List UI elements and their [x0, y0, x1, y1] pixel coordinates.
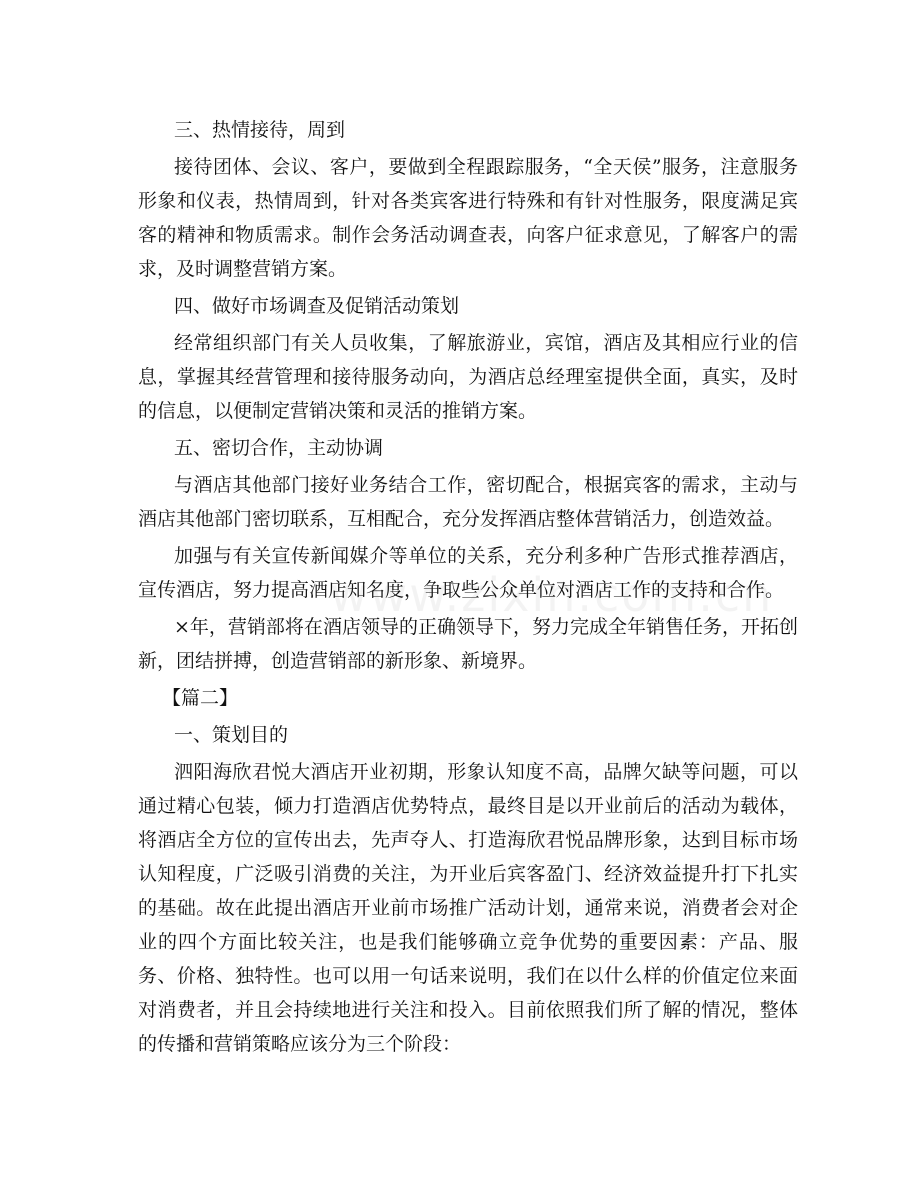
paragraph: 与酒店其他部门接好业务结合工作，密切配合，根据宾客的需求，主动与酒店其他部门密切联系，互相配合，充分发挥酒店整体营销活力，创造效益。 [138, 474, 798, 530]
paragraph: 经常组织部门有关人员收集，了解旅游业，宾馆，酒店及其相应行业的信息，掌握其经营管理和接待服务动向，为酒店总经理室提供全面，真实，及时的信息，以便制定营销决策和灵活的推销方案。 [138, 332, 798, 422]
section-heading: 三、热情接待，周到 [174, 119, 346, 141]
section-heading: 五、密切合作，主动协调 [174, 437, 384, 459]
part-label: 【篇二】 [162, 687, 239, 709]
paragraph: 接待团体、会议、客户，要做到全程跟踪服务，“全天侯”服务，注意服务形象和仪表，热情周到，针对各类宾客进行特殊和有针对性服务，限度满足宾客的精神和物质需求。制作会务活动调查表，向客户征求意见，了解客户的需求，及时调整营销方案。 [138, 156, 798, 280]
document-body [138, 113, 798, 1064]
paragraph: 加强与有关宣传新闻媒介等单位的关系，充分利多种广告形式推荐酒店，宣传酒店，努力提高酒店知名度，争取些公众单位对酒店工作的支持和合作。 [138, 545, 798, 601]
section-heading: 四、做好市场调查及促销活动策划 [174, 295, 460, 317]
paragraph: 泗阳海欣君悦大酒店开业初期，形象认知度不高，品牌欠缺等问题，可以通过精心包装，倾力打造酒店优势特点，最终目是以开业前后的活动为载体，将酒店全方位的宣传出去，先声夺人、打造海欣君悦品牌形象，达到目标市场认知程度，广泛吸引消费的关注，为开业后宾客盈门、经济效益提升打下扎实的基础。故在此提出酒店开业前市场推广活动计划，通常来说，消费者会对企业的四个方面比较关注，也是我们能够确立竞争优势的重要因素：产品、服务、价格、独特性。也可以用一句话来说明，我们在以什么样的价值定位来面对消费者，并且会持续地进行关注和投入。目前依照我们所了解的情况，整体的传播和营销策略应该分为三个阶段： [138, 761, 798, 1055]
paragraph: ×年，营销部将在酒店领导的正确领导下，努力完成全年销售任务，开拓创新，团结拼搏，创造营销部的新形象、新境界。 [138, 616, 798, 672]
section-heading: 一、策划目的 [174, 724, 289, 746]
